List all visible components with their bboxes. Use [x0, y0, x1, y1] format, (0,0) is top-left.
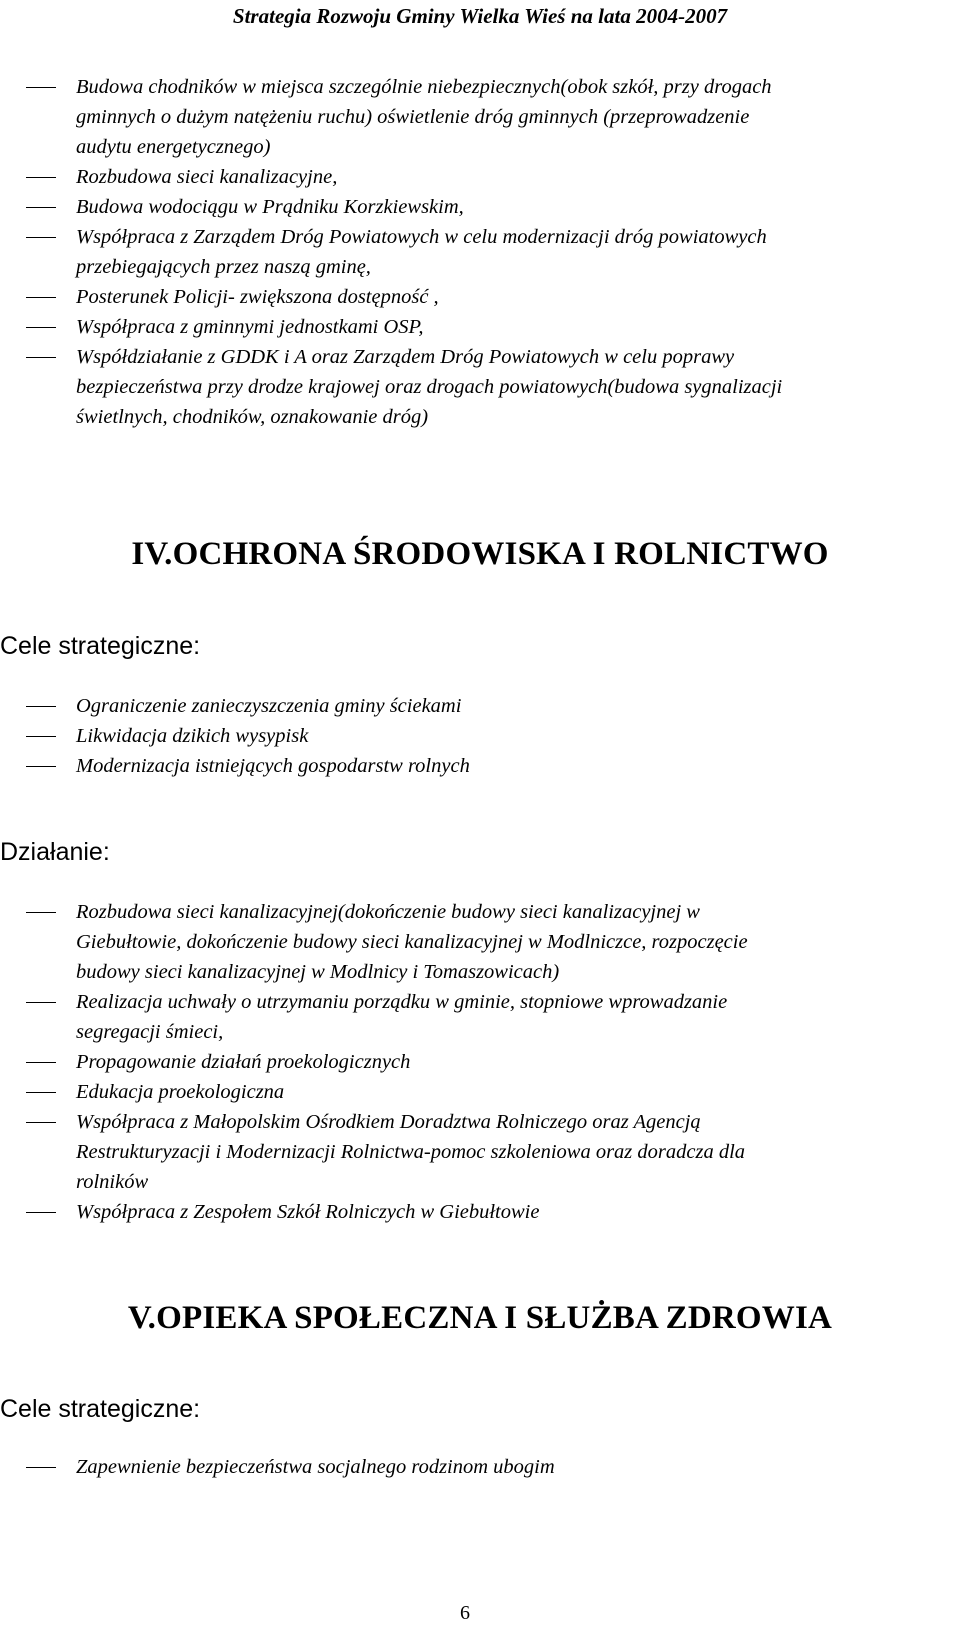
- list-item-line: Zapewnienie bezpieczeństwa socjalnego rodzinom ubogim: [76, 1456, 555, 1478]
- list-item: [0, 1197, 940, 1227]
- dash-bullet-icon: [26, 207, 56, 208]
- list-item: [0, 312, 940, 342]
- dash-bullet-icon: [26, 237, 56, 238]
- list-item: [0, 1077, 940, 1107]
- list-item-line: bezpieczeństwa przy drodze krajowej oraz drogach powiatowych(budowa sygnalizacji: [76, 376, 783, 398]
- list-item-line: Likwidacja dzikich wysypisk: [76, 725, 309, 747]
- list-item-line: rolników: [76, 1171, 149, 1193]
- list-item-line: przebiegających przez naszą gminę,: [76, 256, 371, 278]
- goals-label-social-care: Cele strategiczne:: [0, 1395, 201, 1423]
- list-item: [0, 897, 940, 987]
- dash-bullet-icon: [26, 297, 56, 298]
- list-item: [0, 72, 940, 162]
- list-item-line: budowy sieci kanalizacyjnej w Modlnicy i Tomaszowicach): [76, 961, 560, 983]
- list-item: [0, 222, 940, 282]
- list-item-line: Ograniczenie zanieczyszczenia gminy ściekami: [76, 695, 462, 717]
- list-item-line: segregacji śmieci,: [76, 1021, 224, 1043]
- dash-bullet-icon: [26, 912, 56, 913]
- list-item-line: Edukacja proekologiczna: [76, 1081, 285, 1103]
- list-item: [0, 751, 940, 781]
- list-item-line: Budowa chodników w miejsca szczególnie niebezpiecznych(obok szkół, przy drogach: [76, 76, 772, 98]
- actions-label-environment: Działanie:: [0, 838, 110, 866]
- goals-list-environment: [0, 691, 940, 781]
- list-item-line: Posterunek Policji- zwiększona dostępność ,: [76, 286, 439, 308]
- dash-bullet-icon: [26, 87, 56, 88]
- running-header: Strategia Rozwoju Gminy Wielka Wieś na lata 2004-2007: [232, 4, 728, 28]
- dash-bullet-icon: [26, 1002, 56, 1003]
- dash-bullet-icon: [26, 177, 56, 178]
- list-item: [0, 1047, 940, 1077]
- list-item: [0, 282, 940, 312]
- list-item-line: Rozbudowa sieci kanalizacyjnej(dokończenie budowy sieci kanalizacyjnej w: [76, 901, 700, 923]
- section-title-environment: IV.OCHRONA ŚRODOWISKA I ROLNICTWO: [131, 536, 829, 572]
- action-list-transport: [0, 72, 940, 432]
- list-item-line: świetlnych, chodników, oznakowanie dróg): [76, 406, 429, 428]
- dash-bullet-icon: [26, 1212, 56, 1213]
- list-item: [0, 1107, 940, 1197]
- dash-bullet-icon: [26, 706, 56, 707]
- list-item-line: Modernizacja istniejących gospodarstw rolnych: [76, 755, 470, 777]
- list-item-line: Współpraca z Zarządem Dróg Powiatowych w celu modernizacji dróg powiatowych: [76, 226, 767, 248]
- dash-bullet-icon: [26, 357, 56, 358]
- list-item-line: Współdziałanie z GDDK i A oraz Zarządem Dróg Powiatowych w celu poprawy: [76, 346, 735, 368]
- goals-label-environment: Cele strategiczne:: [0, 632, 201, 660]
- list-item: [0, 721, 940, 751]
- dash-bullet-icon: [26, 1467, 56, 1468]
- list-item: [0, 162, 940, 192]
- list-item-line: Rozbudowa sieci kanalizacyjne,: [76, 166, 338, 188]
- dash-bullet-icon: [26, 766, 56, 767]
- dash-bullet-icon: [26, 736, 56, 737]
- list-item: [0, 987, 940, 1047]
- list-item: [0, 691, 940, 721]
- list-item-line: Współpraca z Zespołem Szkół Rolniczych w Giebułtowie: [76, 1201, 540, 1223]
- list-item-line: Współpraca z gminnymi jednostkami OSP,: [76, 316, 424, 338]
- actions-list-environment: [0, 897, 940, 1227]
- list-item-line: Realizacja uchwały o utrzymaniu porządku w gminie, stopniowe wprowadzanie: [76, 991, 728, 1013]
- list-item-line: Giebułtowie, dokończenie budowy sieci kanalizacyjnej w Modlniczce, rozpoczęcie: [76, 931, 748, 953]
- dash-bullet-icon: [26, 1062, 56, 1063]
- dash-bullet-icon: [26, 1122, 56, 1123]
- list-item-line: gminnych o dużym natężeniu ruchu) oświetlenie dróg gminnych (przeprowadzenie: [76, 106, 750, 128]
- dash-bullet-icon: [26, 1092, 56, 1093]
- section-title-social-care: V.OPIEKA SPOŁECZNA I SŁUŻBA ZDROWIA: [127, 1300, 833, 1336]
- dash-bullet-icon: [26, 327, 56, 328]
- list-item-line: Propagowanie działań proekologicznych: [76, 1051, 411, 1073]
- goals-list-social-care: [0, 1452, 940, 1482]
- list-item-line: audytu energetycznego): [76, 136, 271, 158]
- list-item: [0, 342, 940, 432]
- list-item-line: Współpraca z Małopolskim Ośrodkiem Doradztwa Rolniczego oraz Agencją: [76, 1111, 701, 1133]
- list-item: [0, 1452, 940, 1482]
- page-number: 6: [460, 1602, 470, 1624]
- list-item: [0, 192, 940, 222]
- list-item-line: Restrukturyzacji i Modernizacji Rolnictwa-pomoc szkoleniowa oraz doradcza dla: [76, 1141, 746, 1163]
- list-item-line: Budowa wodociągu w Prądniku Korzkiewskim,: [76, 196, 464, 218]
